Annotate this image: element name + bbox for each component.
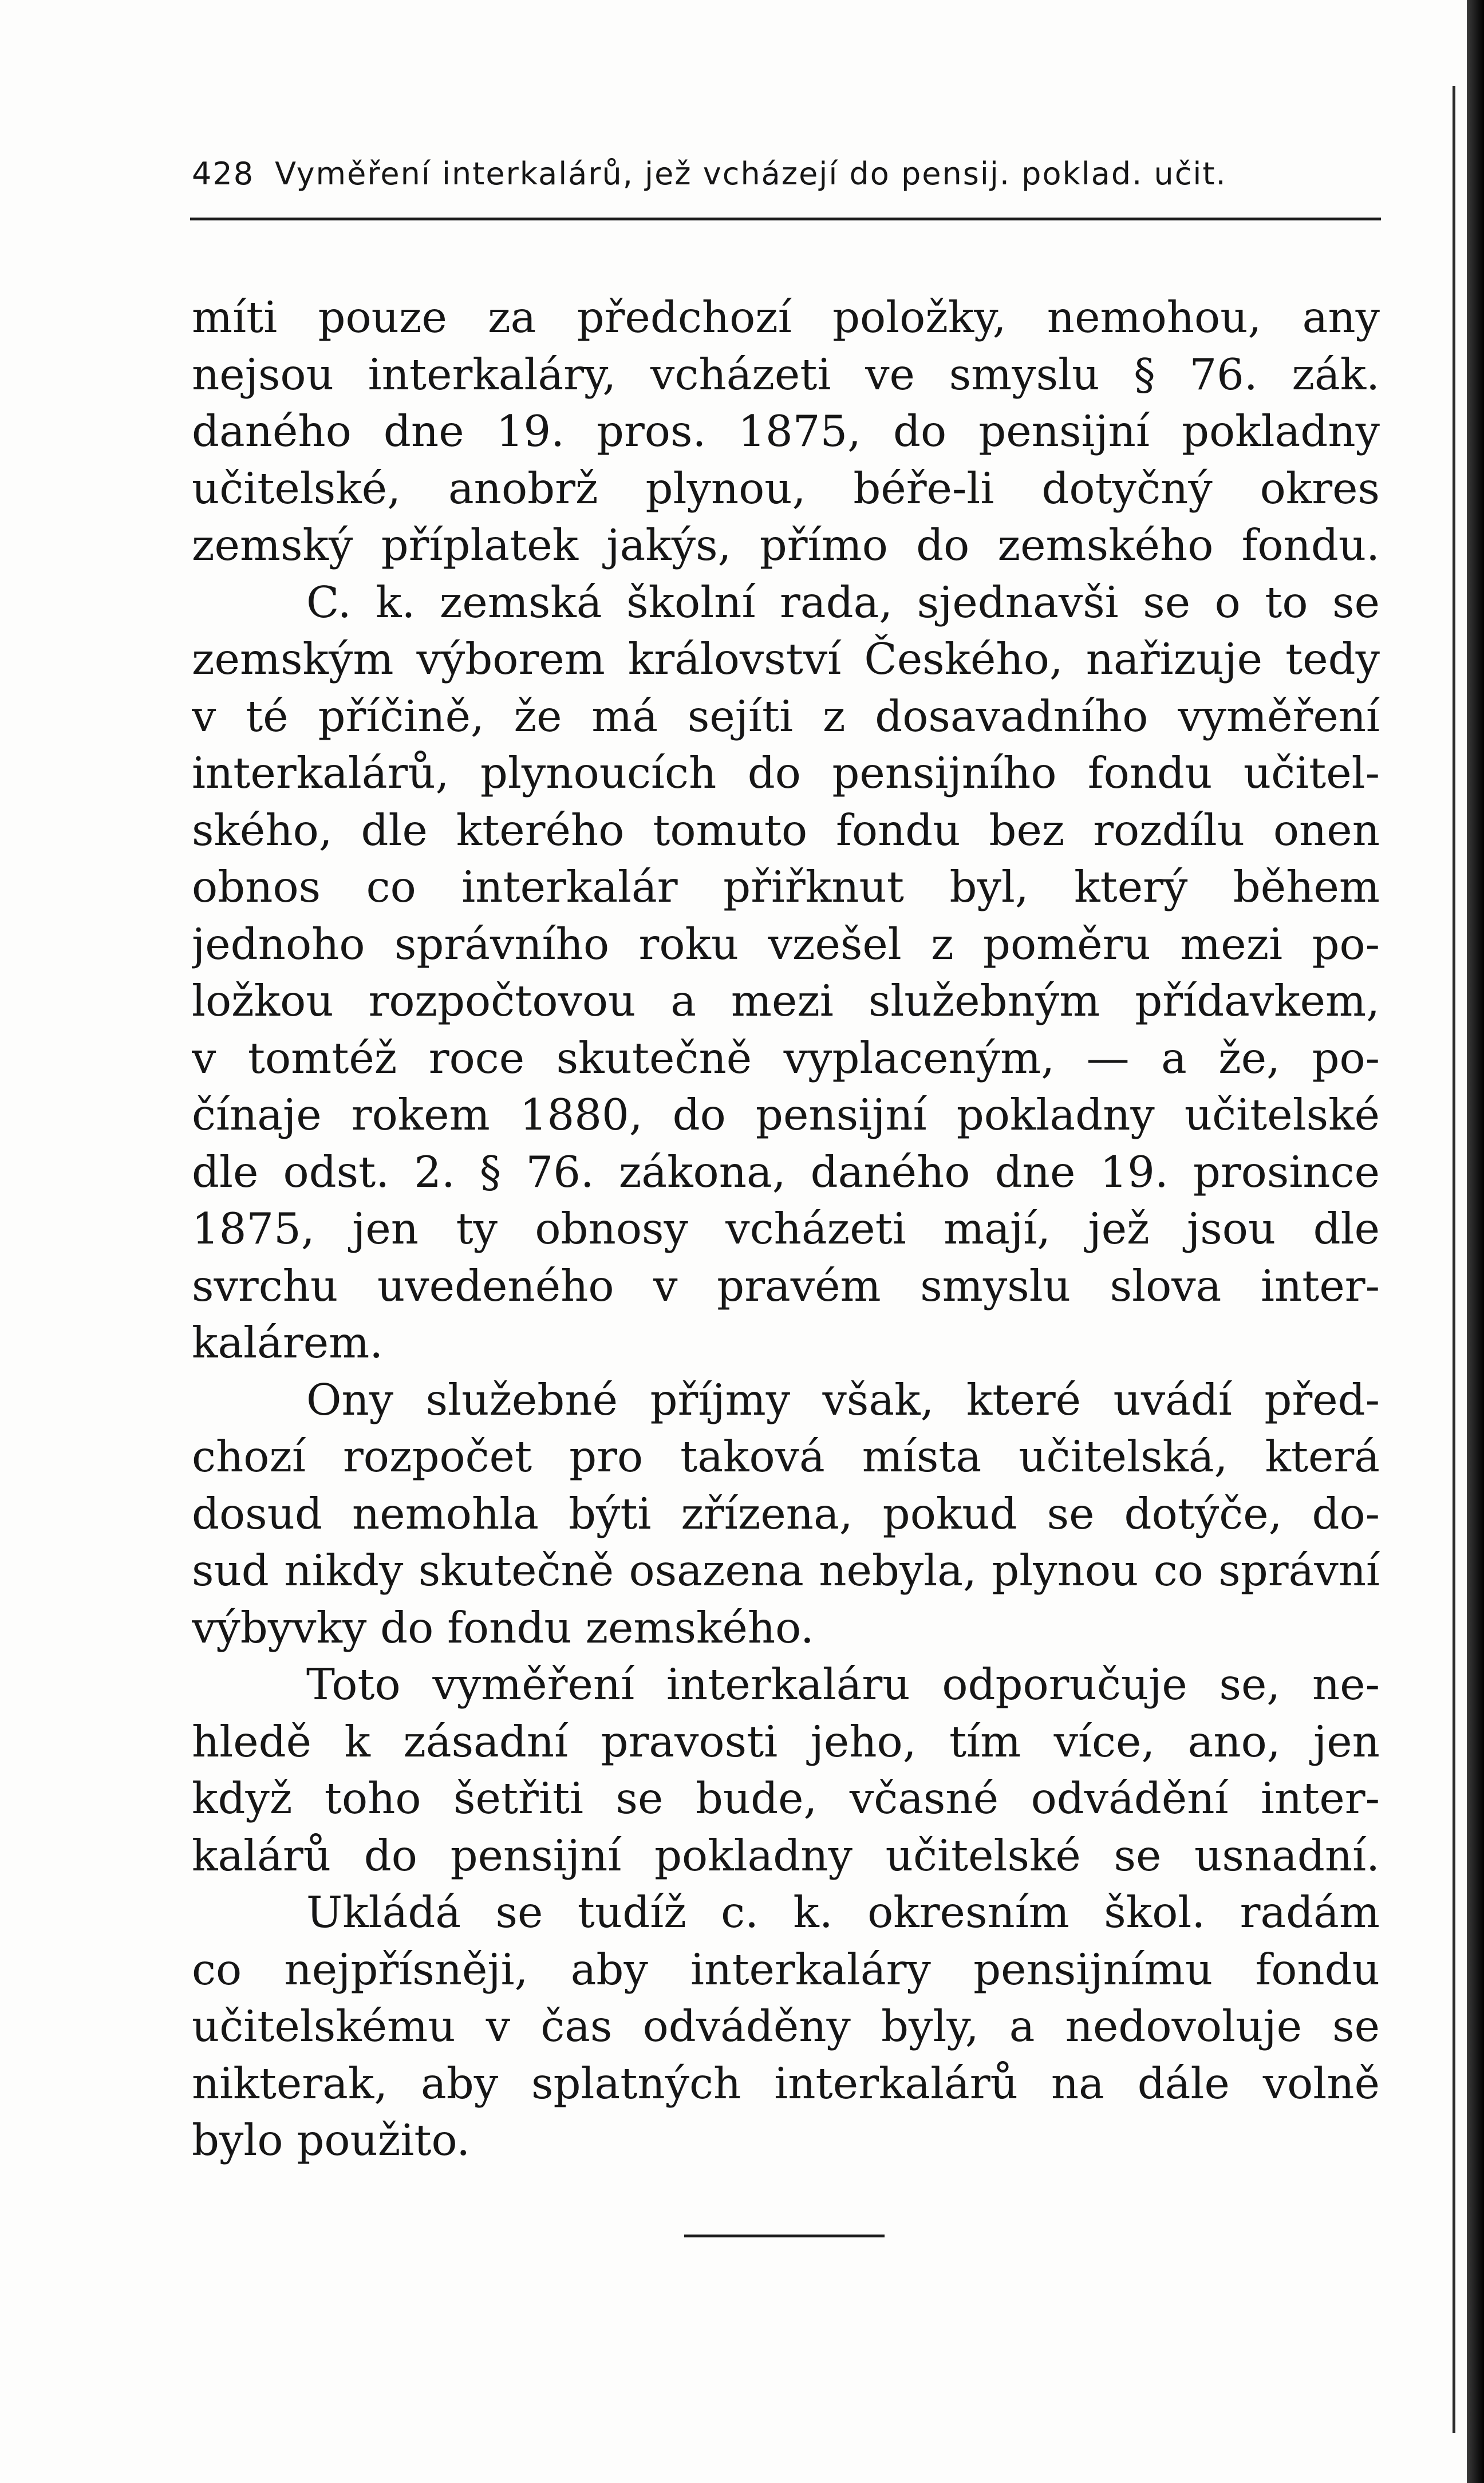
header-rule	[190, 218, 1381, 220]
text-line: bylo použito.	[192, 2115, 471, 2165]
text-line: nejsou interkaláry, vcházeti ve smyslu § 76. zák.	[192, 349, 1380, 400]
body-text	[192, 289, 1380, 2169]
text-line: Toto vyměření interkaláru odporučuje se, ne-	[306, 1659, 1380, 1710]
text-line: dle odst. 2. § 76. zákona, daného dne 19. prosince	[192, 1146, 1380, 1197]
text-line: Ony služebné příjmy však, které uvádí před-	[306, 1374, 1380, 1425]
end-rule	[684, 2235, 885, 2237]
text-line: C. k. zemská školní rada, sjednavši se o to se	[306, 577, 1380, 627]
text-line: Ukládá se tudíž c. k. okresním škol. radám	[306, 1887, 1380, 1937]
text-line: sud nikdy skutečně osazena nebyla, plynou co správní	[192, 1545, 1380, 1596]
running-header	[192, 156, 1380, 202]
text-line: jednoho správního roku vzešel z poměru mezi po-	[192, 918, 1380, 969]
binding-edge	[1467, 0, 1484, 2483]
text-line: míti pouze za předchozí položky, nemohou, any	[192, 292, 1380, 342]
text-line: čínaje rokem 1880, do pensijní pokladny učitelské	[192, 1089, 1380, 1140]
text-line: učitelské, anobrž plynou, béře-li dotyčný okres	[192, 463, 1380, 514]
text-line: obnos co interkalár přiřknut byl, který během	[192, 862, 1380, 912]
text-line: výbyvky do fondu zemského.	[192, 1602, 814, 1653]
page-edge-line	[1453, 86, 1455, 2433]
text-line: co nejpřísněji, aby interkaláry pensijnímu fondu	[192, 1944, 1380, 1995]
text-line: chozí rozpočet pro taková místa učitelská, která	[192, 1431, 1380, 1482]
text-line: ského, dle kterého tomuto fondu bez rozdílu onen	[192, 804, 1380, 855]
running-title: Vyměření interkalárů, jež vcházejí do pensij. poklad. učit.	[275, 156, 1227, 192]
text-line: v té příčině, že má sejíti z dosavadního vyměření	[192, 690, 1380, 741]
text-line: 1875, jen ty obnosy vcházeti mají, jež jsou dle	[192, 1203, 1380, 1254]
text-line: zemským výborem království Českého, nařizuje tedy	[192, 634, 1380, 684]
text-line: učitelskému v čas odváděny byly, a nedovoluje se	[192, 2001, 1380, 2051]
text-line: nikterak, aby splatných interkalárů na dále volně	[192, 2058, 1380, 2109]
text-line: když toho šetřiti se bude, včasné odvádění inter-	[192, 1773, 1380, 1823]
text-line: v tomtéž roce skutečně vyplaceným, — a že, po-	[192, 1032, 1380, 1083]
text-line: kalárů do pensijní pokladny učitelské se usnadní.	[192, 1830, 1380, 1881]
page-number: 428	[192, 156, 255, 192]
text-line: dosud nemohla býti zřízena, pokud se dotýče, do-	[192, 1488, 1380, 1539]
text-line: zemský příplatek jakýs, přímo do zemského fondu.	[192, 520, 1380, 570]
text-line: interkalárů, plynoucích do pensijního fondu učitel-	[192, 748, 1380, 798]
text-line: hledě k zásadní pravosti jeho, tím více, ano, jen	[192, 1716, 1380, 1767]
text-line: daného dne 19. pros. 1875, do pensijní pokladny	[192, 406, 1380, 456]
text-line: kalárem.	[192, 1317, 384, 1368]
text-line: svrchu uvedeného v pravém smyslu slova inter-	[192, 1260, 1380, 1311]
text-line: ložkou rozpočtovou a mezi služebným přídavkem,	[192, 976, 1380, 1026]
